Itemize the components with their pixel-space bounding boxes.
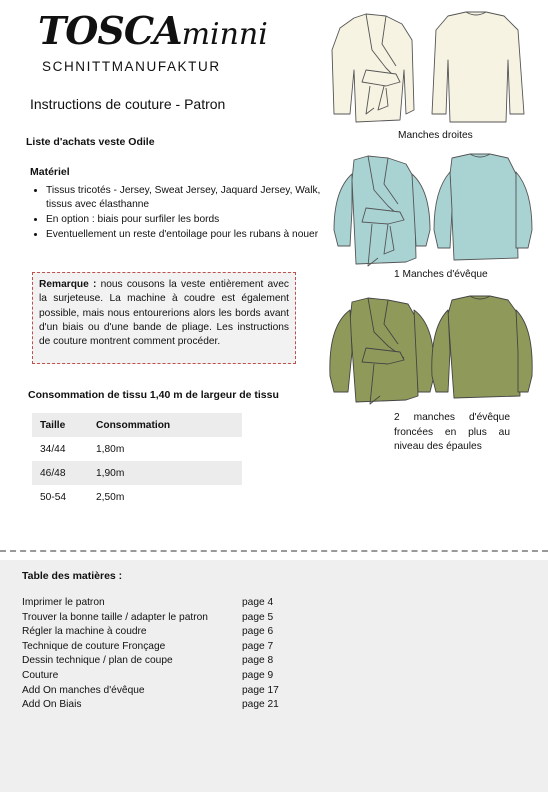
toc-item-page: page 4 bbox=[242, 597, 274, 608]
section-divider bbox=[0, 550, 548, 552]
toc-list bbox=[22, 597, 322, 714]
toc-item-page: page 8 bbox=[242, 655, 274, 667]
material-list bbox=[30, 184, 326, 243]
toc-item bbox=[22, 612, 322, 627]
document-title: Instructions de couture - Patron bbox=[30, 96, 226, 112]
material-item: • Tissus tricotés - Jersey, Sweat Jersey, Jaquard Jersey, Walk, tissus avec élasthanne bbox=[46, 184, 326, 212]
toc-item bbox=[22, 685, 322, 700]
toc-title: Table des matières : bbox=[22, 570, 123, 582]
caption-straight-sleeves: Manches droites bbox=[398, 130, 473, 141]
consumption-table bbox=[32, 413, 242, 509]
toc-item bbox=[22, 699, 322, 714]
toc-item bbox=[22, 626, 322, 641]
logo-subtitle: SCHNITTMANUFAKTUR bbox=[42, 59, 221, 74]
table-row bbox=[32, 485, 242, 509]
cell-size: 34/44 bbox=[40, 443, 66, 455]
toc-item-page: page 5 bbox=[242, 611, 274, 623]
table-row bbox=[32, 461, 242, 485]
jacket-gathered-bishop-sleeves-illustration bbox=[326, 292, 534, 410]
toc-item-label: Couture bbox=[22, 669, 59, 681]
logo-text: TOSCA bbox=[38, 8, 182, 53]
caption-gathered-bishop-sleeves: 2 manches d'évêque froncées en plus au niveau des épaules bbox=[394, 412, 510, 452]
cell-size: 50-54 bbox=[40, 491, 67, 503]
toc-item-page: page 7 bbox=[242, 640, 274, 652]
toc-item-label: Add On Biais bbox=[22, 699, 82, 711]
consumption-title: Consommation de tissu 1,40 m de largeur de tissu bbox=[28, 389, 279, 401]
material-title: Matériel bbox=[30, 166, 70, 178]
toc-item-label: Trouver la bonne taille / adapter le patron bbox=[22, 611, 208, 623]
toc-item-label: Dessin technique / plan de coupe bbox=[22, 655, 173, 667]
remark-text: nous cousons la veste entièrement avec la surjeteuse. La machine à coudre est également possible, mais nous entourerions alors les bords avant d'un biais ou d'une bande de pliage. Les instructions de couture montrent comment procéder. bbox=[39, 279, 289, 348]
table-header-row bbox=[32, 413, 242, 437]
toc-item-label: Imprimer le patron bbox=[22, 597, 105, 608]
header-consumption: Consommation bbox=[96, 419, 171, 431]
material-item: • En option : biais pour surfiler les bords bbox=[46, 213, 326, 227]
cell-consumption: 1,90m bbox=[96, 467, 125, 479]
toc-item-label: Technique de couture Fronçage bbox=[22, 640, 166, 652]
toc-item-page: page 9 bbox=[242, 669, 274, 681]
shopping-list-title: Liste d'achats veste Odile bbox=[26, 136, 155, 148]
cell-size: 46/48 bbox=[40, 467, 66, 479]
toc-item bbox=[22, 641, 322, 656]
jacket-straight-sleeves-illustration bbox=[326, 10, 534, 128]
toc-item-label: Add On manches d'évêque bbox=[22, 684, 145, 696]
cell-consumption: 2,50m bbox=[96, 491, 125, 503]
toc-item bbox=[22, 597, 322, 612]
brand-logo bbox=[38, 8, 268, 53]
toc-item-label: Régler la machine à coudre bbox=[22, 626, 147, 638]
material-item: • Eventuellement un reste d'entoilage pour les rubans à nouer bbox=[46, 228, 326, 242]
caption-bishop-sleeves: 1 Manches d'évêque bbox=[394, 269, 488, 280]
toc-item-page: page 6 bbox=[242, 626, 274, 638]
toc-item bbox=[22, 670, 322, 685]
header-size: Taille bbox=[40, 419, 66, 431]
remark-box bbox=[32, 272, 296, 364]
toc-item-page: page 21 bbox=[242, 699, 279, 711]
cell-consumption: 1,80m bbox=[96, 443, 125, 455]
toc-item-page: page 17 bbox=[242, 684, 279, 696]
toc-item bbox=[22, 655, 322, 670]
jacket-bishop-sleeves-illustration bbox=[326, 150, 534, 270]
table-row bbox=[32, 437, 242, 461]
logo-cursive-text: minni bbox=[181, 17, 268, 52]
remark-label: Remarque : bbox=[39, 279, 97, 290]
